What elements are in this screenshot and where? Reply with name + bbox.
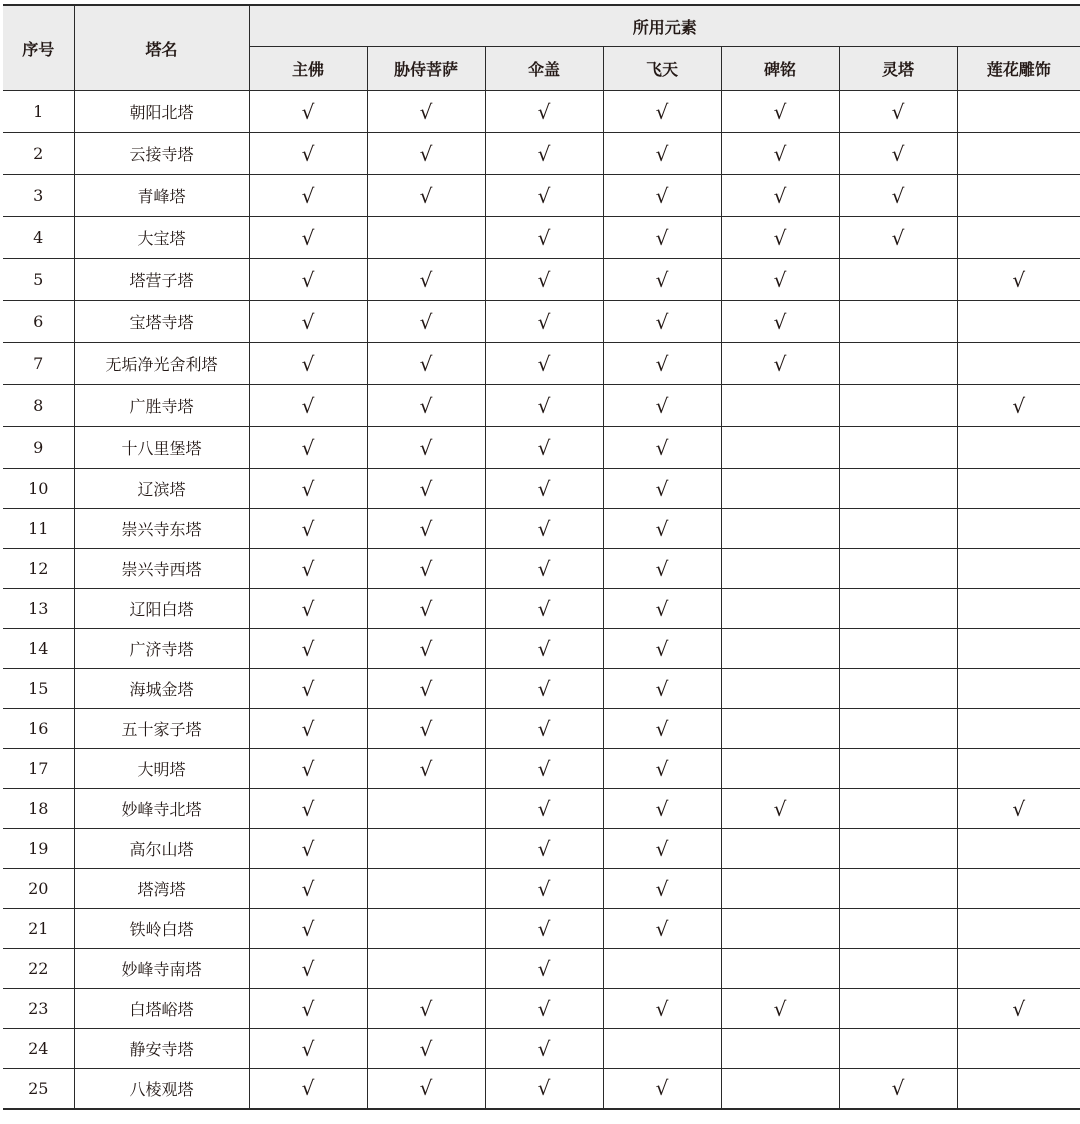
row-number: 18 [3,789,74,829]
check-mark-icon: √ [839,1069,957,1109]
empty-cell [839,427,957,469]
table-row [3,427,1080,469]
row-number: 3 [3,175,74,217]
tower-name: 静安寺塔 [74,1029,249,1069]
check-mark-icon: √ [603,301,721,343]
check-mark-icon: √ [367,1069,485,1109]
header-name: 塔名 [74,5,249,91]
check-mark-icon: √ [249,669,367,709]
check-mark-icon: √ [721,989,839,1029]
tower-name: 无垢净光舍利塔 [74,343,249,385]
check-mark-icon: √ [367,385,485,427]
empty-cell [839,909,957,949]
check-mark-icon: √ [603,1069,721,1109]
check-mark-icon: √ [367,509,485,549]
check-mark-icon: √ [249,869,367,909]
check-mark-icon: √ [485,749,603,789]
check-mark-icon: √ [485,509,603,549]
empty-cell [367,949,485,989]
check-mark-icon: √ [485,427,603,469]
table-header [3,5,1080,91]
check-mark-icon: √ [603,869,721,909]
empty-cell [957,909,1080,949]
tower-name: 十八里堡塔 [74,427,249,469]
table-row [3,829,1080,869]
row-number: 14 [3,629,74,669]
check-mark-icon: √ [603,427,721,469]
check-mark-icon: √ [249,175,367,217]
row-number: 8 [3,385,74,427]
empty-cell [367,909,485,949]
table-row [3,749,1080,789]
tower-name: 宝塔寺塔 [74,301,249,343]
header-element-lotus-carving: 莲花雕饰 [957,47,1080,91]
empty-cell [721,549,839,589]
check-mark-icon: √ [367,589,485,629]
check-mark-icon: √ [721,301,839,343]
tower-name: 崇兴寺西塔 [74,549,249,589]
tower-name: 广济寺塔 [74,629,249,669]
check-mark-icon: √ [249,829,367,869]
tower-name: 妙峰寺北塔 [74,789,249,829]
check-mark-icon: √ [367,133,485,175]
empty-cell [367,789,485,829]
check-mark-icon: √ [485,909,603,949]
tower-name: 广胜寺塔 [74,385,249,427]
check-mark-icon: √ [367,709,485,749]
row-number: 23 [3,989,74,1029]
check-mark-icon: √ [367,469,485,509]
empty-cell [957,709,1080,749]
check-mark-icon: √ [485,989,603,1029]
check-mark-icon: √ [485,1029,603,1069]
tower-name: 八棱观塔 [74,1069,249,1109]
empty-cell [839,259,957,301]
row-number: 6 [3,301,74,343]
empty-cell [957,589,1080,629]
row-number: 7 [3,343,74,385]
header-no: 序号 [3,5,74,91]
check-mark-icon: √ [485,301,603,343]
empty-cell [721,469,839,509]
row-number: 21 [3,909,74,949]
check-mark-icon: √ [249,789,367,829]
empty-cell [957,175,1080,217]
check-mark-icon: √ [485,469,603,509]
tower-name: 五十家子塔 [74,709,249,749]
check-mark-icon: √ [367,259,485,301]
table-row [3,385,1080,427]
empty-cell [839,1029,957,1069]
tower-name: 海城金塔 [74,669,249,709]
row-number: 17 [3,749,74,789]
check-mark-icon: √ [367,989,485,1029]
empty-cell [957,829,1080,869]
tower-name: 云接寺塔 [74,133,249,175]
check-mark-icon: √ [485,589,603,629]
check-mark-icon: √ [485,549,603,589]
row-number: 20 [3,869,74,909]
check-mark-icon: √ [839,217,957,259]
check-mark-icon: √ [249,385,367,427]
table-body [3,91,1080,1109]
empty-cell [721,829,839,869]
tower-name: 铁岭白塔 [74,909,249,949]
empty-cell [839,385,957,427]
empty-cell [957,749,1080,789]
check-mark-icon: √ [485,259,603,301]
check-mark-icon: √ [485,133,603,175]
table-row [3,709,1080,749]
table-row [3,1029,1080,1069]
check-mark-icon: √ [249,217,367,259]
empty-cell [839,629,957,669]
check-mark-icon: √ [249,91,367,133]
row-number: 1 [3,91,74,133]
check-mark-icon: √ [485,629,603,669]
empty-cell [957,629,1080,669]
tower-name: 塔湾塔 [74,869,249,909]
empty-cell [957,469,1080,509]
check-mark-icon: √ [249,949,367,989]
check-mark-icon: √ [249,629,367,669]
check-mark-icon: √ [603,629,721,669]
check-mark-icon: √ [485,175,603,217]
empty-cell [721,709,839,749]
table-row [3,869,1080,909]
empty-cell [839,549,957,589]
table-row [3,949,1080,989]
check-mark-icon: √ [603,589,721,629]
check-mark-icon: √ [603,217,721,259]
check-mark-icon: √ [485,669,603,709]
empty-cell [839,509,957,549]
check-mark-icon: √ [721,217,839,259]
check-mark-icon: √ [603,259,721,301]
check-mark-icon: √ [249,1069,367,1109]
check-mark-icon: √ [367,1029,485,1069]
check-mark-icon: √ [249,469,367,509]
header-element-apsara: 飞天 [603,47,721,91]
row-number: 5 [3,259,74,301]
check-mark-icon: √ [603,829,721,869]
check-mark-icon: √ [367,427,485,469]
row-number: 4 [3,217,74,259]
empty-cell [367,829,485,869]
empty-cell [839,343,957,385]
empty-cell [721,909,839,949]
check-mark-icon: √ [367,343,485,385]
check-mark-icon: √ [721,91,839,133]
empty-cell [839,749,957,789]
row-number: 11 [3,509,74,549]
empty-cell [721,749,839,789]
check-mark-icon: √ [603,709,721,749]
check-mark-icon: √ [249,909,367,949]
check-mark-icon: √ [485,869,603,909]
check-mark-icon: √ [721,133,839,175]
empty-cell [839,469,957,509]
check-mark-icon: √ [249,989,367,1029]
tower-name: 白塔峪塔 [74,989,249,1029]
check-mark-icon: √ [721,343,839,385]
empty-cell [839,829,957,869]
empty-cell [839,669,957,709]
empty-cell [721,669,839,709]
empty-cell [957,217,1080,259]
check-mark-icon: √ [957,259,1080,301]
table-row [3,509,1080,549]
table-row [3,301,1080,343]
check-mark-icon: √ [249,301,367,343]
check-mark-icon: √ [485,217,603,259]
tower-name: 妙峰寺南塔 [74,949,249,989]
check-mark-icon: √ [603,343,721,385]
row-number: 24 [3,1029,74,1069]
row-number: 19 [3,829,74,869]
empty-cell [957,549,1080,589]
row-number: 10 [3,469,74,509]
check-mark-icon: √ [249,427,367,469]
empty-cell [839,301,957,343]
check-mark-icon: √ [485,829,603,869]
check-mark-icon: √ [367,549,485,589]
check-mark-icon: √ [957,989,1080,1029]
tower-name: 青峰塔 [74,175,249,217]
empty-cell [839,989,957,1029]
check-mark-icon: √ [957,385,1080,427]
check-mark-icon: √ [485,789,603,829]
table-row [3,469,1080,509]
check-mark-icon: √ [249,549,367,589]
header-element-canopy: 伞盖 [485,47,603,91]
check-mark-icon: √ [603,175,721,217]
check-mark-icon: √ [485,709,603,749]
check-mark-icon: √ [249,1029,367,1069]
check-mark-icon: √ [249,709,367,749]
table-row [3,669,1080,709]
check-mark-icon: √ [367,175,485,217]
empty-cell [721,869,839,909]
check-mark-icon: √ [367,629,485,669]
check-mark-icon: √ [603,509,721,549]
empty-cell [367,217,485,259]
empty-cell [957,949,1080,989]
table-row [3,549,1080,589]
check-mark-icon: √ [485,1069,603,1109]
empty-cell [367,869,485,909]
table-row [3,1069,1080,1109]
check-mark-icon: √ [721,175,839,217]
check-mark-icon: √ [603,91,721,133]
tower-name: 朝阳北塔 [74,91,249,133]
empty-cell [839,709,957,749]
check-mark-icon: √ [367,301,485,343]
check-mark-icon: √ [249,343,367,385]
table-row [3,629,1080,669]
tower-name: 大明塔 [74,749,249,789]
empty-cell [721,427,839,469]
empty-cell [957,1069,1080,1109]
check-mark-icon: √ [839,175,957,217]
tower-name: 崇兴寺东塔 [74,509,249,549]
tower-name: 大宝塔 [74,217,249,259]
check-mark-icon: √ [839,133,957,175]
empty-cell [957,133,1080,175]
empty-cell [957,427,1080,469]
row-number: 16 [3,709,74,749]
table-row [3,133,1080,175]
check-mark-icon: √ [249,133,367,175]
check-mark-icon: √ [603,669,721,709]
check-mark-icon: √ [721,789,839,829]
tower-name: 辽滨塔 [74,469,249,509]
table-row [3,789,1080,829]
empty-cell [957,1029,1080,1069]
check-mark-icon: √ [249,589,367,629]
header-element-main-buddha: 主佛 [249,47,367,91]
check-mark-icon: √ [721,259,839,301]
check-mark-icon: √ [485,91,603,133]
empty-cell [603,949,721,989]
tower-name: 辽阳白塔 [74,589,249,629]
empty-cell [957,509,1080,549]
check-mark-icon: √ [839,91,957,133]
empty-cell [603,1029,721,1069]
check-mark-icon: √ [485,343,603,385]
row-number: 22 [3,949,74,989]
check-mark-icon: √ [249,749,367,789]
check-mark-icon: √ [603,469,721,509]
check-mark-icon: √ [603,749,721,789]
header-element-spirit-pagoda: 灵塔 [839,47,957,91]
row-number: 15 [3,669,74,709]
header-element-stele: 碑铭 [721,47,839,91]
table-row [3,259,1080,301]
empty-cell [721,949,839,989]
check-mark-icon: √ [603,549,721,589]
row-number: 2 [3,133,74,175]
empty-cell [839,589,957,629]
empty-cell [721,1029,839,1069]
empty-cell [721,1069,839,1109]
empty-cell [957,869,1080,909]
row-number: 12 [3,549,74,589]
tower-name: 高尔山塔 [74,829,249,869]
check-mark-icon: √ [603,989,721,1029]
check-mark-icon: √ [249,509,367,549]
check-mark-icon: √ [485,949,603,989]
empty-cell [957,343,1080,385]
table-row [3,91,1080,133]
check-mark-icon: √ [603,133,721,175]
empty-cell [721,509,839,549]
check-mark-icon: √ [957,789,1080,829]
empty-cell [839,949,957,989]
table-row [3,989,1080,1029]
empty-cell [957,301,1080,343]
empty-cell [957,91,1080,133]
table-row [3,217,1080,259]
table-row [3,343,1080,385]
empty-cell [839,789,957,829]
empty-cell [839,869,957,909]
tower-name: 塔营子塔 [74,259,249,301]
empty-cell [721,385,839,427]
empty-cell [721,589,839,629]
row-number: 9 [3,427,74,469]
check-mark-icon: √ [367,749,485,789]
table-row [3,175,1080,217]
check-mark-icon: √ [603,909,721,949]
check-mark-icon: √ [367,91,485,133]
header-element-attendant-bodhisattva: 胁侍菩萨 [367,47,485,91]
table-row [3,589,1080,629]
check-mark-icon: √ [485,385,603,427]
table-row [3,909,1080,949]
row-number: 13 [3,589,74,629]
tower-elements-table [3,4,1080,1110]
row-number: 25 [3,1069,74,1109]
empty-cell [721,629,839,669]
empty-cell [957,669,1080,709]
check-mark-icon: √ [603,789,721,829]
check-mark-icon: √ [367,669,485,709]
check-mark-icon: √ [603,385,721,427]
check-mark-icon: √ [249,259,367,301]
header-elements-group: 所用元素 [249,5,1080,47]
